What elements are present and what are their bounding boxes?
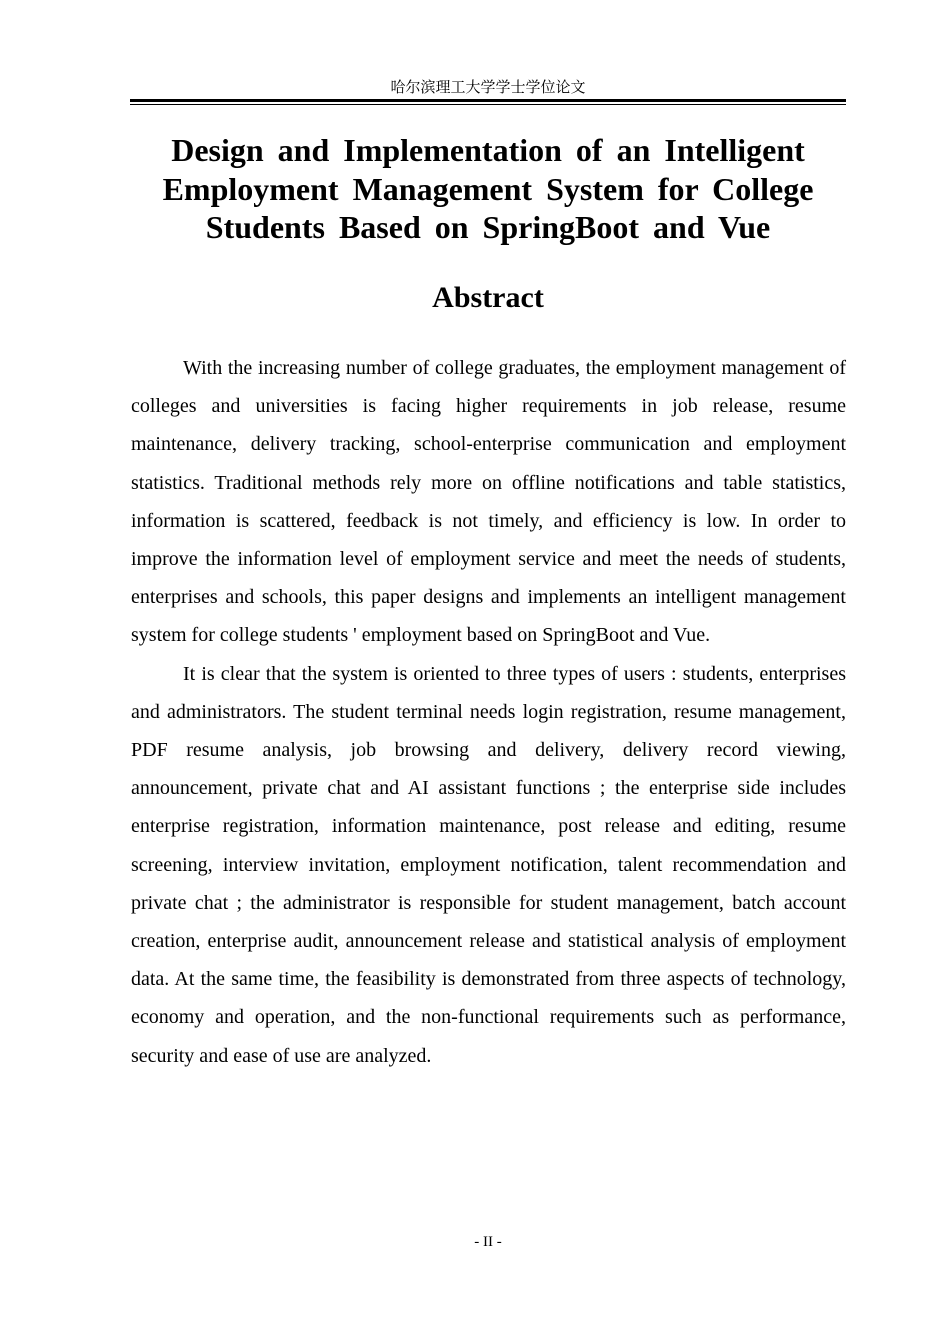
thesis-title-line-3: Students Based on SpringBoot and Vue xyxy=(205,209,771,245)
thesis-title-line-2: Employment Management System for College xyxy=(162,170,814,207)
abstract-heading: Abstract xyxy=(432,281,544,314)
thesis-title-line-1: Design and Implementation of an Intelligent xyxy=(171,132,805,168)
page-number: - II - xyxy=(474,1234,502,1250)
abstract-paragraph-2: It is clear that the system is oriented to three types of users : students, enterprises and administrators. The student terminal needs login registration, resume management, PDF resume analysis, job browsing and delivery, delivery record viewing, announcement, private chat and AI assistant functions ; the enterprise side includes enterprise registration, information maintenance, post release and editing, resume screening, interview invitation, employment notification, talent recommendation and private chat ; the administrator is responsible for student management, batch account creation, enterprise audit, announcement release and statistical analysis of employment data. At the same time, the feasibility is demonstrated from three aspects of technology, economy and operation, and the non-functional requirements such as performance, security and ease of use are analyzed. xyxy=(131,662,846,1067)
abstract-paragraph-1: With the increasing number of college graduates, the employment management of colleges and universities is facing higher requirements in job release, resume maintenance, delivery tracking, school-enterprise communication and employment statistics. Traditional methods rely more on offline notifications and table statistics, information is scattered, feedback is not timely, and efficiency is low. In order to improve the information level of employment service and meet the needs of students, enterprises and schools, this paper designs and implements an intelligent management system for college students ' employment based on SpringBoot and Vue. xyxy=(131,357,846,647)
header-rule-thin xyxy=(130,104,846,105)
header-rule-thick xyxy=(130,99,846,102)
thesis-title xyxy=(140,131,836,247)
abstract-body xyxy=(131,349,846,1075)
running-header: 哈尔滨理工大学学士学位论文 xyxy=(390,80,586,96)
